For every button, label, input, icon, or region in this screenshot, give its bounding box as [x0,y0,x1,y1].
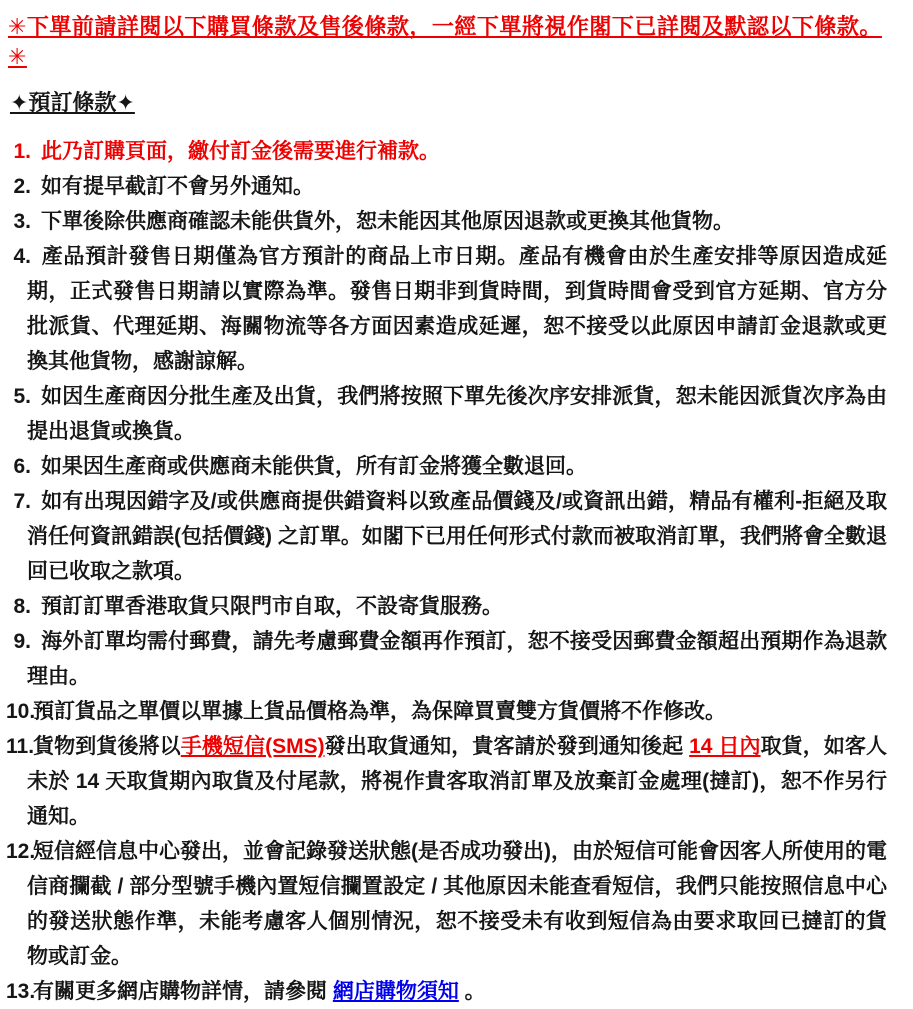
term-item-8 [6,589,887,624]
term-text: 貨物到貨後將以手機短信(SMS)發出取貨通知，貴客請於發到通知後起 14 日內取貨，如客人未於 14 天取貨期內取貨及付尾款，將視作貴客取消訂單及放棄訂金處理(撻訂)，恕不作另行通知。 [27,735,888,828]
purchase-notice-header: ✳下單前請詳閱以下購買條款及售後條款，一經下單將視作閣下已詳閱及默認以下條款。 ✳ [8,14,882,69]
term-text: 如有出現因錯字及/或供應商提供錯資料以致產品價錢及/或資訊出錯，精品有權利-拒絕及取消任何資訊錯誤(包括價錢) 之訂單。如閣下已用任何形式付款而被取消訂單，我們將會全數退回已收取之款項。 [27,490,887,583]
term-number: 2. [13,175,31,198]
term-number: 1. [13,140,31,163]
term-text: 有關更多網店購物詳情，請參閱 網店購物須知 。 [33,980,486,1003]
term-text: 產品預計發售日期僅為官方預計的商品上市日期。產品有機會由於生產安排等原因造成延期，正式發售日期請以實際為準。發售日期非到貨時間，到貨時間會受到官方延期、官方分批派貨、代理延期、海關物流等各方面因素造成延遲，恕不接受以此原因申請訂金退款或更換其他貨物，感謝諒解。 [27,245,887,373]
term-text: 如有提早截訂不會另外通知。 [41,175,314,198]
term-item-4 [6,239,887,379]
highlight-red-underline: 14 日內 [689,735,761,758]
shop-guide-link[interactable]: 網店購物須知 [332,980,459,1003]
term-text: 海外訂單均需付郵費，請先考慮郵費金額再作預訂，恕不接受因郵費金額超出預期作為退款理由。 [27,630,887,688]
term-number: 10. [6,700,36,723]
term-text: 短信經信息中心發出，並會記錄發送狀態(是否成功發出)，由於短信可能會因客人所使用的電信商攔截 / 部分型號手機內置短信攔置設定 / 其他原因未能查看短信，我們只能按照信息中心的發送狀態作準，未能考慮客人個別情況，恕不接受未有收到短信為由要求取回已撻訂的貨物或訂金。 [27,840,887,968]
term-text: 如因生產商因分批生產及出貨，我們將按照下單先後次序安排派貨，恕未能因派貨次序為由提出退貨或換貨。 [27,385,887,443]
term-number: 4. [13,245,31,268]
term-text: 預訂貨品之單價以單據上貨品價格為準，為保障買賣雙方貨價將不作修改。 [33,700,726,723]
terms-document [6,12,887,1009]
term-number: 12. [6,840,36,863]
term-item-5 [6,379,887,449]
term-item-2 [6,169,887,204]
term-number: 9. [13,630,31,653]
term-text: 下單後除供應商確認未能供貨外，恕未能因其他原因退款或更換其他貨物。 [41,210,734,233]
term-item-6 [6,449,887,484]
terms-list [6,134,887,1009]
term-number: 5. [13,385,31,408]
term-text: 如果因生產商或供應商未能供貨，所有訂金將獲全數退回。 [41,455,587,478]
term-item-11 [6,729,887,834]
term-item-12 [6,834,887,974]
term-item-13 [6,974,887,1009]
term-item-10 [6,694,887,729]
term-item-7 [6,484,887,589]
term-text: 預訂訂單香港取貨只限門市自取，不設寄貨服務。 [41,595,503,618]
term-number: 13. [6,980,36,1003]
term-item-9 [6,624,887,694]
term-number: 11. [6,735,35,758]
term-number: 7. [13,490,31,513]
highlight-red-underline: 手機短信(SMS) [180,735,325,758]
section-title-preorder-terms: ✦預訂條款✦ [10,90,135,115]
term-number: 6. [13,455,31,478]
term-text: 此乃訂購頁面，繳付訂金後需要進行補款。 [41,140,440,163]
term-number: 8. [13,595,31,618]
term-item-1 [6,134,887,169]
term-item-3 [6,204,887,239]
term-number: 3. [13,210,31,233]
